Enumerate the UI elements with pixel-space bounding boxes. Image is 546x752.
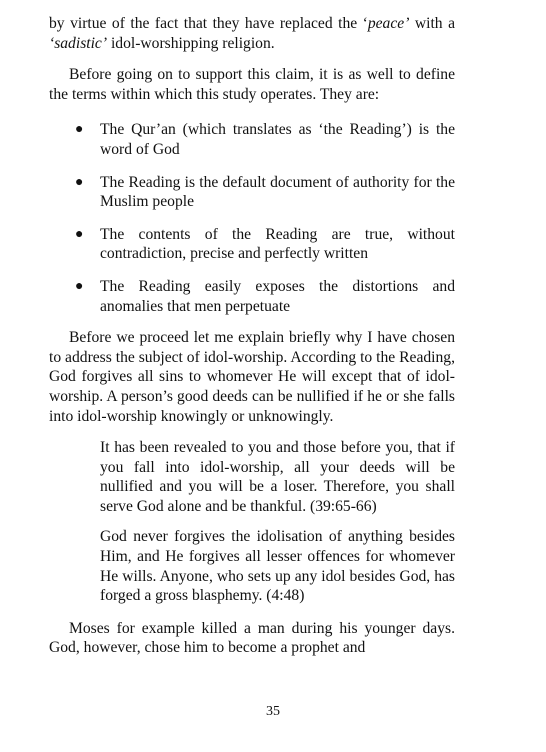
bullet-icon: ● — [75, 122, 84, 138]
list-item — [49, 225, 455, 264]
intro-paragraph — [49, 14, 455, 53]
block-quote: It has been revealed to you and those before you, that if you fall into idol-worship, all your deeds will be nullified and you will be a loser. Therefore, you shall serve God alone and be thankful. (39:65-66) — [100, 439, 455, 515]
list-item-text: The Qur’an (which translates as ‘the Reading’) is the word of God — [100, 121, 455, 158]
intro-text-3: idol-worshipping religion. — [107, 34, 275, 52]
bullet-icon: ● — [75, 226, 84, 242]
page-number: 35 — [266, 704, 280, 719]
page-body — [49, 14, 455, 658]
list-item — [49, 277, 455, 316]
list-item-text: The contents of the Reading are true, without contradiction, precise and perfectly written — [100, 225, 455, 263]
idol-worship-paragraph: Before we proceed let me explain briefly why I have chosen to address the subject of idol-worship. According to the Reading, God forgives all sins to whomever He will except that of idol-worship. A person’s good deeds can be nullified if he or she falls into idol-worship knowingly or unknowingly. — [49, 329, 455, 425]
list-item-text: The Reading is the default document of authority for the Muslim people — [100, 173, 455, 211]
list-item — [49, 120, 455, 159]
definitions-intro-paragraph: Before going on to support this claim, it is as well to define the terms within which this study operates. They are: — [49, 66, 455, 103]
emphasis-sadistic: ‘sadistic’ — [49, 34, 108, 52]
definitions-list — [49, 120, 455, 316]
list-item — [49, 173, 455, 212]
block-quote: God never forgives the idolisation of anything besides Him, and He forgives all lesser offences for whomever He wills. Anyone, who sets up any idol besides God, has forged a gross blasphemy. (4:48) — [100, 528, 455, 605]
list-item-text: The Reading easily exposes the distortions and anomalies that men perpetuate — [100, 277, 455, 315]
bullet-icon: ● — [75, 278, 84, 294]
intro-text-2: with a — [409, 15, 455, 32]
bullet-icon: ● — [75, 174, 84, 190]
moses-paragraph: Moses for example killed a man during his younger days. God, however, chose him to become a prophet and — [49, 619, 455, 657]
intro-text-1: by virtue of the fact that they have replaced the ‘ — [49, 15, 368, 32]
emphasis-peace: peace’ — [367, 15, 410, 32]
